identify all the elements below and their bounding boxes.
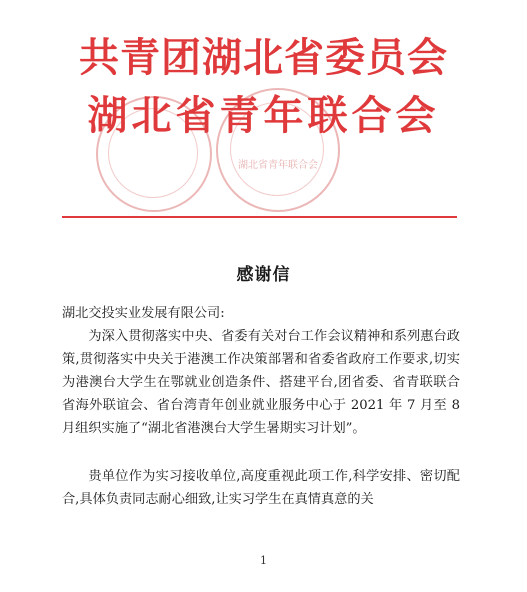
- paragraph-text: 为深入贯彻落实中央、省委有关对台工作会议精神和系列惠台政策,贯彻落实中央关于港澳工作决策部署和省委省政府工作要求,切实为港澳台大学生在鄂就业创造条件、搭建平台,团省委、省青联联合省海外联谊会、省台湾青年创业就业服务中心于 2021 年 7 月至 8 月组织实施了“湖北省港澳台大学生暑期实习计划”。: [62, 329, 460, 436]
- body-paragraph-2: [62, 465, 460, 511]
- header-divider: [62, 216, 457, 218]
- page-number: 1: [260, 554, 267, 567]
- seal-text: 湖北省青年联合会: [238, 160, 318, 171]
- issuer-name-line-2: 湖北省青年联合会: [87, 93, 440, 139]
- paragraph-text: 贵单位作为实习接收单位,高度重视此项工作,科学安排、密切配合,具体负责同志耐心细致,让实习学生在真情真意的关: [62, 469, 460, 507]
- salutation: 湖北交投实业发展有限公司:: [62, 306, 225, 321]
- document-title: 感谢信: [236, 265, 291, 285]
- body-paragraph-1: [62, 325, 460, 440]
- issuer-name-line-1: 共青团湖北省委员会: [79, 35, 448, 81]
